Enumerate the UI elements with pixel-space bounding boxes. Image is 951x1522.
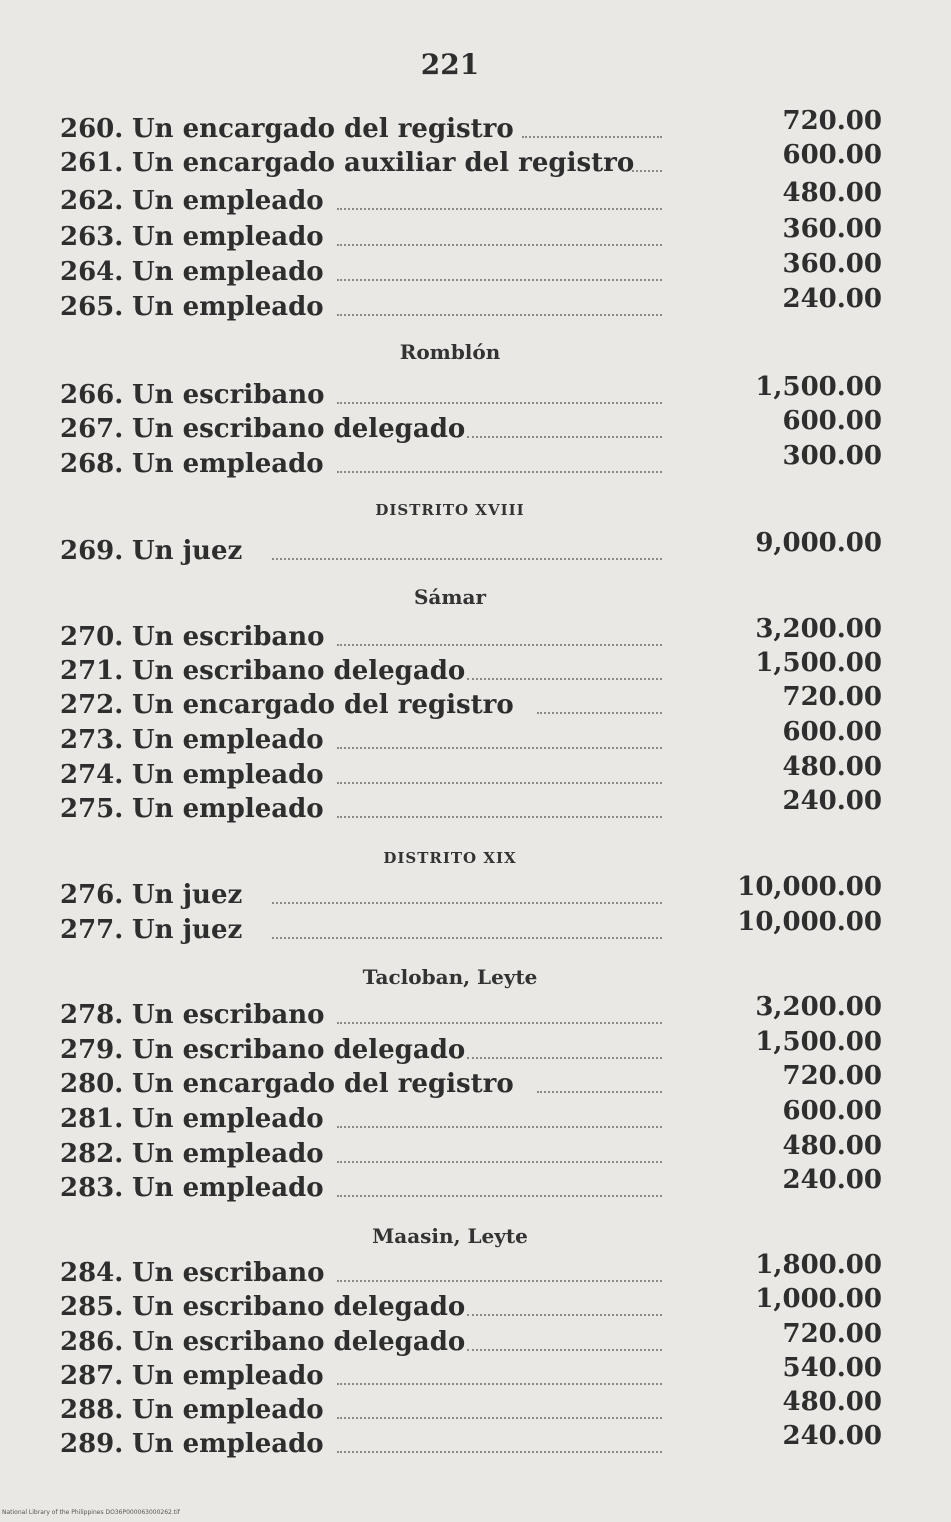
item-description: Un escribano	[132, 1258, 325, 1288]
budget-line-item	[60, 178, 882, 220]
budget-line-item	[60, 907, 882, 949]
item-number: 277.	[60, 915, 124, 945]
item-number: 287.	[60, 1361, 124, 1391]
dot-leader	[337, 208, 662, 210]
item-number: 285.	[60, 1292, 124, 1322]
item-number: 271.	[60, 656, 124, 686]
item-amount: 9,000.00	[755, 528, 882, 558]
item-amount: 10,000.00	[737, 872, 882, 902]
dot-leader	[337, 471, 662, 473]
budget-line-item	[60, 372, 882, 414]
item-description: Un escribano delegado	[132, 1292, 466, 1322]
item-description: Un empleado	[132, 1361, 324, 1391]
item-description: Un juez	[132, 880, 243, 910]
item-number: 272.	[60, 690, 124, 720]
budget-line-item	[60, 1319, 882, 1361]
location-heading: Tacloban, Leyte	[362, 965, 538, 989]
item-number: 279.	[60, 1035, 124, 1065]
dot-leader	[337, 1383, 662, 1385]
dot-leader	[337, 644, 662, 646]
item-number: 284.	[60, 1258, 124, 1288]
item-number: 261.	[60, 148, 124, 178]
budget-line-item	[60, 1284, 882, 1326]
item-amount: 3,200.00	[755, 614, 882, 644]
budget-line-item	[60, 1131, 882, 1173]
item-number: 289.	[60, 1429, 124, 1459]
item-description: Un escribano delegado	[132, 1035, 466, 1065]
budget-line-item	[60, 140, 882, 182]
dot-leader	[272, 937, 662, 939]
item-description: Un empleado	[132, 1429, 324, 1459]
item-amount: 720.00	[782, 1319, 882, 1349]
dot-leader	[337, 402, 662, 404]
budget-line-item	[60, 717, 882, 759]
page-number: 221	[420, 48, 480, 81]
item-number: 263.	[60, 222, 124, 252]
dot-leader	[337, 1022, 662, 1024]
location-heading: Maasin, Leyte	[372, 1224, 528, 1248]
dot-leader	[337, 747, 662, 749]
item-number: 278.	[60, 1000, 124, 1030]
budget-line-item	[60, 528, 882, 570]
dot-leader	[337, 1126, 662, 1128]
item-amount: 240.00	[782, 284, 882, 314]
district-heading: DISTRITO XIX	[383, 849, 517, 867]
budget-line-item	[60, 214, 882, 256]
item-amount: 600.00	[782, 406, 882, 436]
dot-leader	[467, 1057, 662, 1059]
item-amount: 240.00	[782, 786, 882, 816]
dot-leader	[337, 1451, 662, 1453]
dot-leader	[537, 712, 662, 714]
item-description: Un encargado auxiliar del registro	[132, 148, 635, 178]
item-number: 276.	[60, 880, 124, 910]
item-description: Un escribano delegado	[132, 414, 466, 444]
dot-leader	[272, 558, 662, 560]
dot-leader	[337, 314, 662, 316]
item-amount: 600.00	[782, 140, 882, 170]
archive-footer: National Library of the Philippines DO36P000063000262.tif	[2, 1509, 180, 1516]
item-amount: 1,800.00	[755, 1250, 882, 1280]
item-amount: 360.00	[782, 214, 882, 244]
item-amount: 240.00	[782, 1421, 882, 1451]
item-amount: 600.00	[782, 717, 882, 747]
budget-line-item	[60, 441, 882, 483]
item-amount: 240.00	[782, 1165, 882, 1195]
dot-leader	[467, 1349, 662, 1351]
item-number: 275.	[60, 794, 124, 824]
item-amount: 480.00	[782, 1387, 882, 1417]
budget-line-item	[60, 1165, 882, 1207]
budget-line-item	[60, 1096, 882, 1138]
item-description: Un empleado	[132, 257, 324, 287]
item-description: Un empleado	[132, 760, 324, 790]
dot-leader	[337, 1195, 662, 1197]
item-number: 262.	[60, 186, 124, 216]
dot-leader	[537, 1091, 662, 1093]
district-heading: DISTRITO XVIII	[375, 501, 525, 519]
item-number: 281.	[60, 1104, 124, 1134]
item-description: Un juez	[132, 536, 243, 566]
budget-line-item	[60, 1387, 882, 1429]
dot-leader	[337, 1280, 662, 1282]
budget-line-item	[60, 1421, 882, 1463]
item-number: 266.	[60, 380, 124, 410]
dot-leader	[272, 902, 662, 904]
item-number: 268.	[60, 449, 124, 479]
item-description: Un escribano delegado	[132, 1327, 466, 1357]
item-amount: 720.00	[782, 1061, 882, 1091]
item-number: 286.	[60, 1327, 124, 1357]
item-number: 270.	[60, 622, 124, 652]
item-description: Un encargado del registro	[132, 114, 514, 144]
item-description: Un escribano	[132, 380, 325, 410]
budget-line-item	[60, 648, 882, 690]
item-amount: 540.00	[782, 1353, 882, 1383]
budget-line-item	[60, 752, 882, 794]
dot-leader	[632, 170, 662, 172]
budget-line-item	[60, 284, 882, 326]
dot-leader	[337, 279, 662, 281]
item-number: 282.	[60, 1139, 124, 1169]
dot-leader	[467, 678, 662, 680]
item-number: 273.	[60, 725, 124, 755]
item-description: Un juez	[132, 915, 243, 945]
item-amount: 480.00	[782, 752, 882, 782]
item-number: 274.	[60, 760, 124, 790]
item-amount: 1,500.00	[755, 648, 882, 678]
dot-leader	[337, 1417, 662, 1419]
budget-line-item	[60, 786, 882, 828]
item-amount: 480.00	[782, 178, 882, 208]
item-amount: 300.00	[782, 441, 882, 471]
dot-leader	[522, 136, 662, 138]
item-amount: 3,200.00	[755, 992, 882, 1022]
item-description: Un empleado	[132, 186, 324, 216]
item-description: Un empleado	[132, 1173, 324, 1203]
item-description: Un empleado	[132, 222, 324, 252]
item-amount: 480.00	[782, 1131, 882, 1161]
location-heading: Romblón	[399, 340, 501, 364]
item-number: 280.	[60, 1069, 124, 1099]
budget-line-item	[60, 249, 882, 291]
item-amount: 1,500.00	[755, 1027, 882, 1057]
budget-line-item	[60, 1353, 882, 1395]
item-description: Un empleado	[132, 1104, 324, 1134]
item-number: 267.	[60, 414, 124, 444]
item-description: Un empleado	[132, 1395, 324, 1425]
item-number: 264.	[60, 257, 124, 287]
item-description: Un encargado del registro	[132, 690, 514, 720]
item-number: 288.	[60, 1395, 124, 1425]
dot-leader	[337, 816, 662, 818]
item-description: Un encargado del registro	[132, 1069, 514, 1099]
item-amount: 10,000.00	[737, 907, 882, 937]
dot-leader	[337, 782, 662, 784]
item-description: Un empleado	[132, 725, 324, 755]
budget-line-item	[60, 682, 882, 724]
item-amount: 1,500.00	[755, 372, 882, 402]
item-description: Un empleado	[132, 449, 324, 479]
item-number: 265.	[60, 292, 124, 322]
budget-line-item	[60, 1061, 882, 1103]
budget-line-item	[60, 406, 882, 448]
item-number: 260.	[60, 114, 124, 144]
item-number: 269.	[60, 536, 124, 566]
item-amount: 720.00	[782, 682, 882, 712]
dot-leader	[467, 436, 662, 438]
budget-line-item	[60, 106, 882, 148]
item-amount: 1,000.00	[755, 1284, 882, 1314]
item-description: Un escribano	[132, 622, 325, 652]
item-number: 283.	[60, 1173, 124, 1203]
item-description: Un empleado	[132, 794, 324, 824]
item-description: Un escribano	[132, 1000, 325, 1030]
dot-leader	[337, 1161, 662, 1163]
item-description: Un empleado	[132, 1139, 324, 1169]
item-amount: 600.00	[782, 1096, 882, 1126]
item-description: Un empleado	[132, 292, 324, 322]
dot-leader	[467, 1314, 662, 1316]
dot-leader	[337, 244, 662, 246]
location-heading: Sámar	[413, 585, 487, 609]
budget-line-item	[60, 1027, 882, 1069]
item-amount: 360.00	[782, 249, 882, 279]
item-description: Un escribano delegado	[132, 656, 466, 686]
item-amount: 720.00	[782, 106, 882, 136]
